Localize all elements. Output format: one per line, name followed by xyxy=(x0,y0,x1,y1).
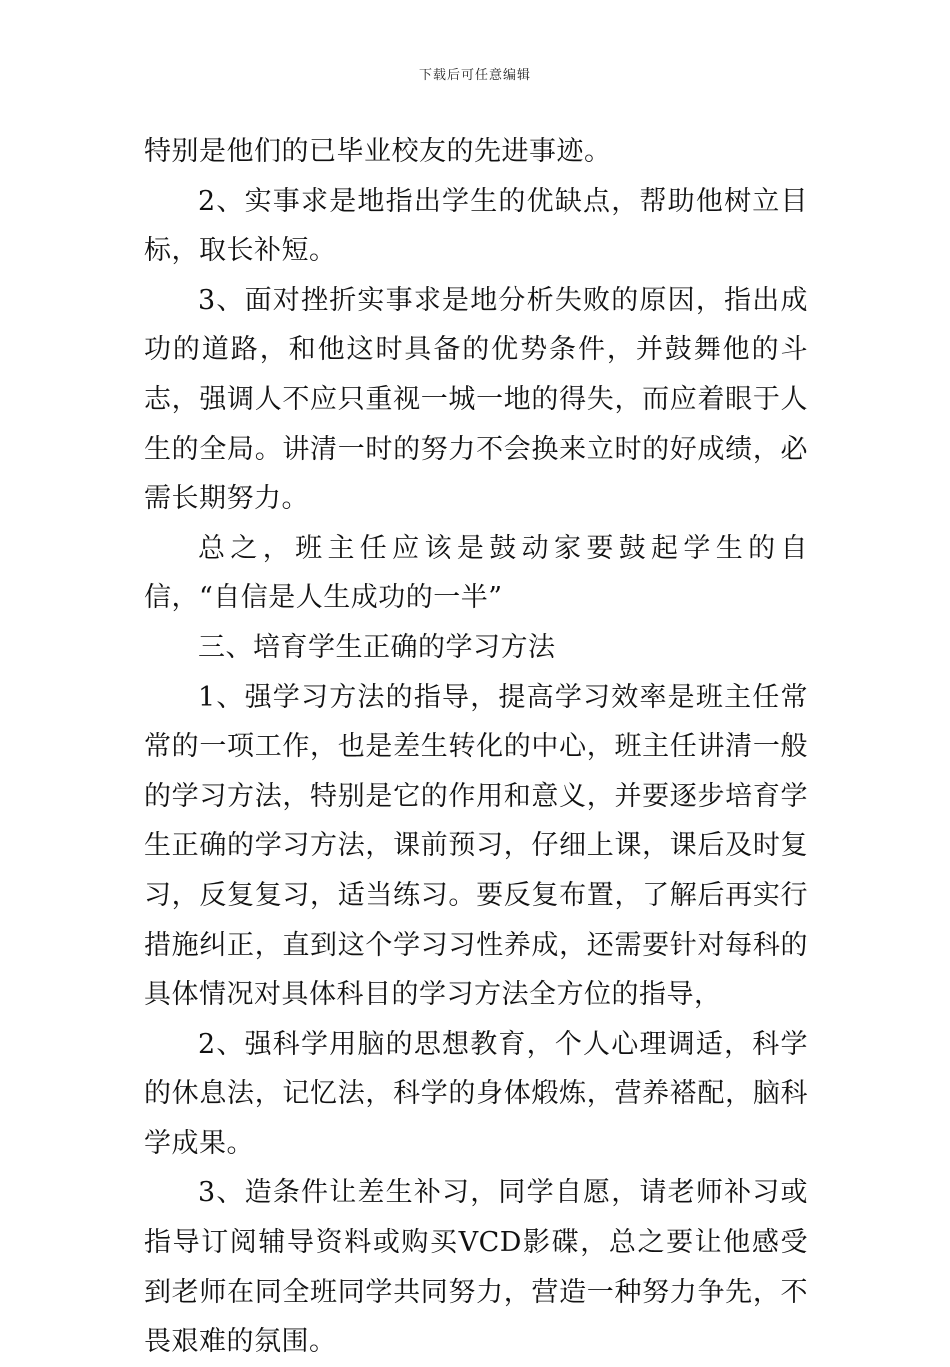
page-header: 下载后可任意编辑 xyxy=(418,68,531,83)
paragraph: 特别是他们的已毕业校友的先进事迹。 xyxy=(144,136,612,167)
paragraph: 2、强科学用脑的思想教育，个人心理调适，科学的休息法，记忆法，科学的身体煅炼，营养褡配，脑科学成果。 xyxy=(144,1028,808,1159)
section-heading: 三、培育学生正确的学习方法 xyxy=(198,631,556,663)
paragraph: 1、强学习方法的指导，提高学习效率是班主任常常的一项工作，也是差生转化的中心，班主任讲清一般的学习方法，特别是它的作用和意义，并要逐步培育学生正确的学习方法，课前预习，仔细上课，课后及时复习，反复复习，适当练习。要反复布置，了解后再实行措施纠正，直到这个学习习性养成，还需要针对每科的具体情况对具体科目的学习方法全方位的指导， xyxy=(144,681,808,1011)
paragraph: 3、造条件让差生补习，同学自愿，请老师补习或指导订阅辅导资料或购买VCD影碟，总之要让他感受到老师在同全班同学共同努力，营造一种努力争先，不畏艰难的氛围。 xyxy=(144,1177,808,1358)
paragraph: 2、实事求是地指出学生的优缺点，帮助他树立目标，取长补短。 xyxy=(144,185,808,267)
paragraph: 总之，班主任应该是鼓动家要鼓起学生的自信，“自信是人生成功的一半” xyxy=(144,532,808,614)
paragraph: 3、面对挫折实事求是地分析失败的原因，指出成功的道路，和他这时具备的优势条件，并鼓舞他的斗志，强调人不应只重视一城一地的得失，而应着眼于人生的全局。讲清一时的努力不会换来立时的好成绩，必需长期努力。 xyxy=(144,284,808,515)
document-body xyxy=(144,127,808,1367)
